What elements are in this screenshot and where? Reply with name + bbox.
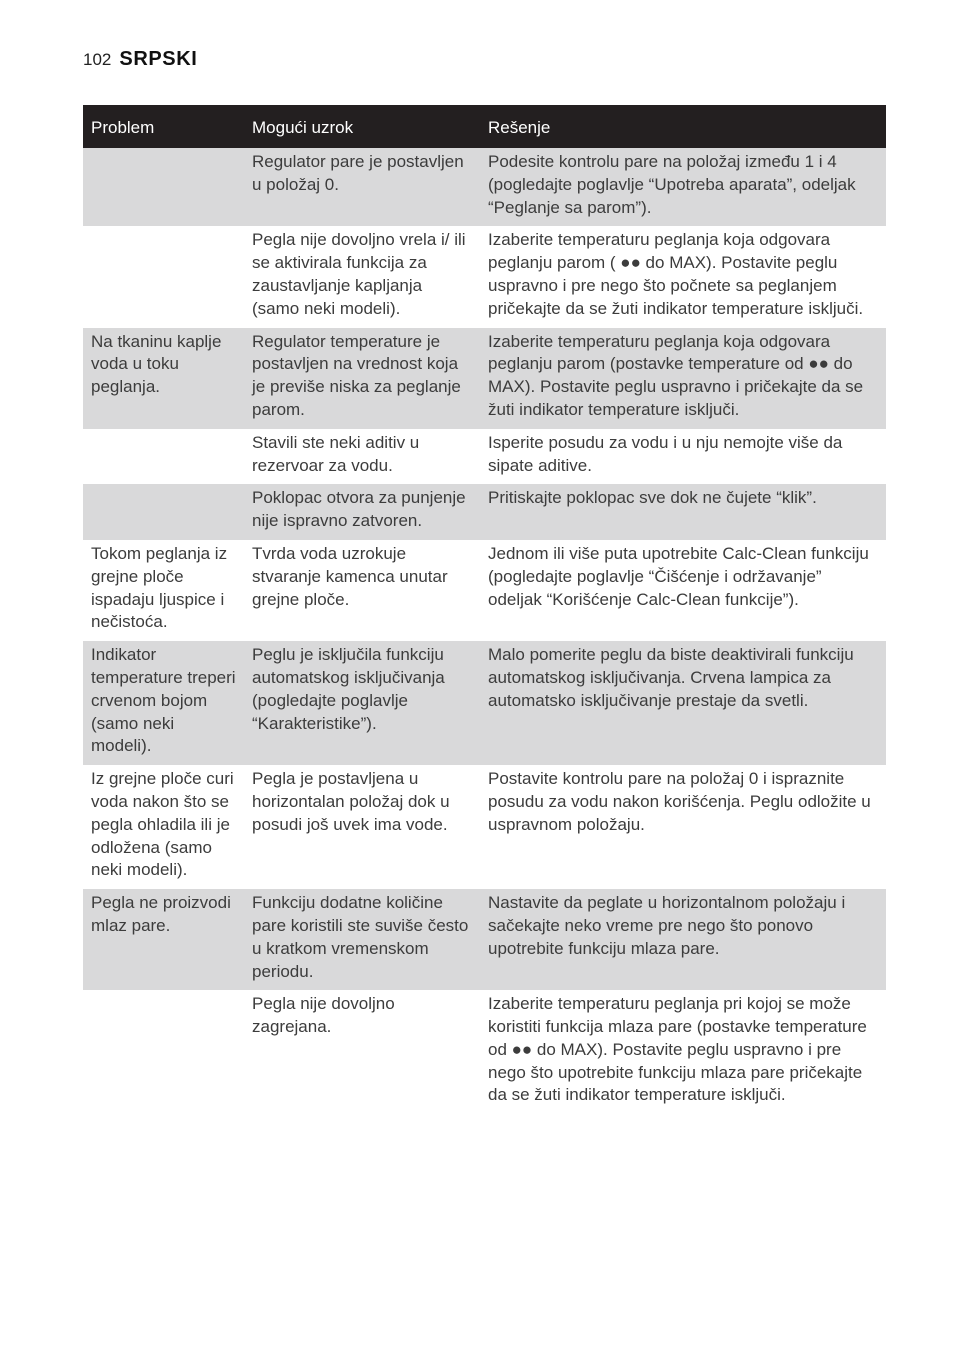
- table-row: [83, 889, 886, 990]
- table-row: [83, 540, 886, 641]
- problem-cell: [83, 226, 244, 327]
- table-row: [83, 484, 886, 540]
- cause-cell: Peglu je isključila funkciju automatskog isključivanja (pogledajte poglavlje “Karakteristike”).: [244, 641, 480, 765]
- solution-cell: Postavite kontrolu pare na položaj 0 i ispraznite posudu za vodu nakon korišćenja. Peglu odložite u uspravnom položaju.: [488, 769, 871, 834]
- page-number: 102: [83, 50, 112, 69]
- table-row: [83, 328, 886, 429]
- problem-cell: Tokom peglanja iz grejne ploče ispadaju ljuspice i nečistoća.: [91, 543, 228, 632]
- table-row: [83, 990, 886, 1114]
- solution-cell: Isperite posudu za vodu i u nju nemojte više da sipate aditive.: [488, 432, 843, 475]
- troubleshooting-table: [83, 105, 886, 1114]
- table-header-row: [83, 105, 886, 148]
- cause-cell: Regulator pare je postavljen u položaj 0.: [244, 148, 480, 226]
- solution-cell: Izaberite temperaturu peglanja koja odgovara peglanju parom ( ●● do MAX). Postavite peglu uspravno i pre nego što počnete sa peglanjem pričekajte da se žuti indikator temperature isključi.: [488, 230, 864, 318]
- cause-cell: Poklopac otvora za punjenje nije ispravno zatvoren.: [244, 484, 480, 540]
- cause-cell: Tvrda voda uzrokuje stvaranje kamenca unutar grejne ploče.: [252, 543, 448, 609]
- table-row: [83, 765, 886, 889]
- problem-cell: Indikator temperature treperi crvenom bojom (samo neki modeli).: [83, 641, 244, 765]
- problem-cell: [83, 148, 244, 226]
- solution-cell: Podesite kontrolu pare na položaj između 1 i 4 (pogledajte poglavlje “Upotreba aparata”, odeljak “Peglanje sa parom”).: [480, 148, 886, 226]
- solution-cell: Nastavite da peglate u horizontalnom položaju i sačekajte neko vreme pre nego što ponovo upotrebite funkciju mlaza pare.: [480, 889, 886, 990]
- cause-cell: Pegla je postavljena u horizontalan položaj dok u posudi još uvek ima vode.: [252, 769, 450, 834]
- table-row: [83, 226, 886, 327]
- table-row: [83, 641, 886, 765]
- cause-cell: Pegla nije dovoljno vrela i/ ili se aktivirala funkcija za zaustavljanje kapljanja (samo neki modeli).: [252, 230, 466, 318]
- solution-cell: Jednom ili više puta upotrebite Calc-Clean funkciju (pogledajte poglavlje “Čišćenje i održavanje” odeljak “Korišćenje Calc-Clean funkcije”).: [488, 543, 869, 609]
- page-header: [83, 48, 197, 74]
- problem-cell: [83, 429, 244, 485]
- column-header-problem: Problem: [83, 105, 244, 148]
- solution-cell: Izaberite temperaturu peglanja koja odgovara peglanju parom (postavke temperature od ●● do MAX). Postavite peglu uspravno i pričekajte da se žuti indikator temperature isključi.: [480, 328, 886, 429]
- solution-cell: Izaberite temperaturu peglanja pri kojoj se može koristiti funkcija mlaza pare (postavke temperature od ●● do MAX). Postavite peglu uspravno i pre nego što upotrebite funkciju mlaza pare pričekajte da se žuti indikator temperature isključi.: [488, 994, 867, 1105]
- problem-cell: [83, 484, 244, 540]
- column-header-cause: Mogući uzrok: [244, 105, 480, 148]
- cause-cell: Regulator temperature je postavljen na vrednost koja je previše niska za peglanje parom.: [244, 328, 480, 429]
- table-row: [83, 429, 886, 485]
- problem-cell: Iz grejne ploče curi voda nakon što se pegla ohladila ili je odložena (samo neki modeli).: [91, 769, 234, 880]
- table-row: [83, 148, 886, 226]
- column-header-solution: Rešenje: [480, 105, 886, 148]
- problem-cell: Pegla ne proizvodi mlaz pare.: [83, 889, 244, 990]
- section-title: SRPSKI: [119, 48, 198, 70]
- cause-cell: Pegla nije dovoljno zagrejana.: [252, 994, 395, 1037]
- problem-cell: [83, 990, 244, 1114]
- cause-cell: Stavili ste neki aditiv u rezervoar za vodu.: [252, 432, 420, 475]
- cause-cell: Funkciju dodatne količine pare koristili ste suviše često u kratkom vremenskom periodu.: [244, 889, 480, 990]
- solution-cell: Pritiskajte poklopac sve dok ne čujete “klik”.: [480, 484, 886, 540]
- solution-cell: Malo pomerite peglu da biste deaktivirali funkciju automatskog isključivanja. Crvena lampica za automatsko isključivanje prestaje da svetli.: [480, 641, 886, 765]
- problem-cell: Na tkaninu kaplje voda u toku peglanja.: [83, 328, 244, 429]
